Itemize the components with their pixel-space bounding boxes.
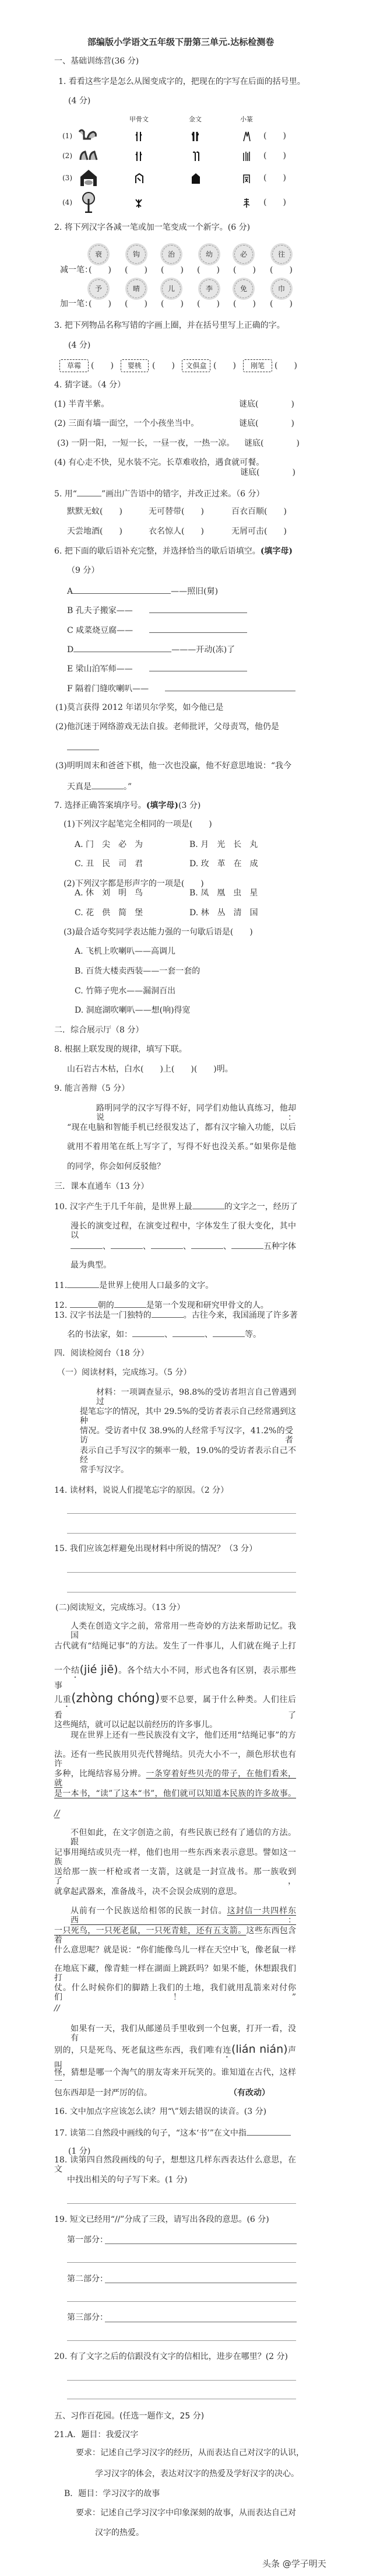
q7-option[interactable]: B. 百货大楼卖西装——一套一套的 [75, 967, 200, 976]
passage-line: 如果有一天，我们从邮递员手里收到一个包裹，打开一看，没有 [71, 2024, 296, 2043]
q7-option[interactable]: A. 休 刘 明 鸟 [75, 888, 143, 898]
passage-source-note: （有改动） [229, 2088, 270, 2098]
text: 从前有一个民族送给相邻的民族一封信。 [71, 1906, 227, 1916]
q13-blank[interactable] [152, 1310, 184, 1318]
q7-text [54, 801, 200, 810]
q3-item: 文俱盒 [182, 359, 210, 372]
q10-text-d: 五种字体 [263, 1242, 296, 1251]
q6-item-c [67, 625, 247, 635]
text: 这些东西包含着 [54, 1926, 297, 1945]
q2-plus-char: 免 [234, 279, 253, 298]
q7-option[interactable]: C. 竹筛子兜水——漏洞百出 [75, 986, 176, 996]
q19-answer-line[interactable] [67, 2262, 296, 2263]
material-line: 情况。受访者中仅 38.9%的人经常手写汉字，41.2%的受访者 [80, 1426, 293, 1445]
seal-glyph-icon [242, 131, 251, 142]
q1-row-label: (1) [62, 132, 72, 140]
q5-text-a: 5. 用“ [54, 489, 77, 499]
seal-glyph-icon [242, 197, 251, 209]
q12-body: 是第一个发现和研究甲骨文的人。 [146, 1301, 269, 1310]
section-1-heading: 一、基础训练营(36 分) [54, 57, 139, 66]
q19-part-label: 第二部分： [67, 2274, 108, 2284]
separator: 、 [183, 1242, 191, 1251]
q13-blank[interactable] [132, 1329, 164, 1337]
q7-part-2: (2)下列汉字都是形声字的一项是( ) [64, 879, 204, 888]
underline-sample [77, 488, 101, 496]
pictograph-people-icon [77, 128, 100, 144]
q11-text [54, 1280, 213, 1290]
q13-blank[interactable] [173, 1329, 205, 1337]
oracle-glyph-icon [135, 173, 144, 184]
separator: 、 [103, 1242, 111, 1251]
q6-e-blank[interactable] [149, 663, 247, 671]
q10-text-a: 10. 汉字产生于几千年前，是世界上最 [54, 1202, 192, 1212]
q6-s3-end: 。” [124, 782, 132, 792]
passage-line: 人类在创造文字之前，常常用一些奇妙的方法来帮助记忆。我国 [71, 1622, 296, 1640]
q11-body: 是世界上使用人口最多的文字。 [99, 1281, 214, 1290]
q2-plus-char: 李 [200, 279, 219, 298]
q6-s3-blank[interactable] [92, 781, 124, 789]
passage-line: 仗。什么时候你们的脚踏上我们的土地，我们就用乱箭来对付你们！” [54, 1983, 296, 2002]
q19-answer-line[interactable] [67, 2301, 296, 2302]
q4-riddle: (3) 一阴一阳，一短一长，一昼一夜，一热一凉。 [57, 439, 235, 448]
oracle-glyph-icon [135, 197, 143, 209]
q14-answer-line[interactable] [67, 1513, 296, 1514]
pinyin-options[interactable]: (jié jiē) [79, 1663, 118, 1676]
q2-plus-answer[interactable]: ( ) [161, 299, 184, 309]
q2-text: 2. 将下列汉字各减一笔或加一笔变成一个新字。(6 分) [54, 223, 251, 232]
section-5-heading [54, 2412, 204, 2421]
q17-body: 17. 读第二自然段中画线的句子，“这本‘书’”在文中指 [54, 2129, 247, 2138]
q2-minus-answer[interactable]: ( ) [270, 265, 293, 275]
q6-b-blank[interactable] [149, 605, 247, 613]
q20-text: 20. 有了文字之后的信跟没有文字的信相比，进步在哪里？(2 分) [54, 2352, 288, 2361]
q6-c-text: C 咸菜烧豆腐—— [67, 626, 133, 635]
q3-item: 刚笔 [243, 359, 272, 372]
section-3-heading: 三．课本直通车（13 分） [54, 1182, 149, 1191]
underlined-sentence: 一只死鸟，一只死老鼠，一只死青蛙，还有五支箭。 [54, 1926, 247, 1936]
separator: 、 [164, 1330, 173, 1339]
dotted-char: 连 [223, 2046, 231, 2055]
q7-text-b: (填字母) [146, 801, 179, 810]
material-line: 表示自己手写汉字的频率一般，19.0%的受访者表示自己不经 [80, 1446, 296, 1465]
q7-option[interactable]: D. 玫 革 在 成 [189, 859, 258, 869]
q2-minus-answer[interactable]: ( ) [233, 265, 256, 275]
q7-part-3: (3)最合适夸奖同学表达能力强的一句歇后语是( ) [64, 928, 253, 937]
q6-c-blank[interactable] [149, 625, 247, 633]
q7-option[interactable]: B. 凤 凰 虫 星 [189, 888, 258, 898]
page-title: 部编版小学语文五年级下册第三单元.达标检测卷 [87, 37, 275, 47]
q7-option[interactable]: D. 洞庭湖吹喇叭——想(响)得宽 [75, 1006, 191, 1015]
text: 别的，只是死鸟、死老鼠这些东西，我们唯有 [54, 2046, 223, 2055]
q6-item-a [67, 586, 218, 596]
q7-option[interactable]: A. 门 尖 必 为 [75, 840, 143, 849]
q10-font-blank[interactable] [191, 1241, 223, 1249]
q1-col-oracle: 甲骨文 [129, 116, 149, 123]
passage-line: 这些绳结，就可以记起以前经历的许多事儿。 [54, 1720, 217, 1730]
q7-text-c: (3 分) [178, 801, 201, 810]
passage-line [54, 2043, 296, 2071]
q7-option[interactable]: D. 林 丛 清 国 [189, 908, 258, 918]
q2-plus-char: 予 [89, 279, 108, 298]
q16-text: 16. 文中加点字应该怎么读？用“\”划去错误的读音。(3 分) [54, 2107, 267, 2116]
text: 一个 [54, 1666, 72, 1675]
q10-line-2: 漫长的演变过程，在演变过程中，字体发生了很大变化，其中以 [71, 1222, 296, 1240]
q10-font-blank[interactable] [231, 1241, 263, 1249]
q19-part-label: 第一部分： [67, 2235, 108, 2245]
passage-line: 古代就有“结绳记事”的方法。发生了一件事儿，人们就在绳子上打 [54, 1642, 296, 1651]
part-1-heading: （一）阅读材料，完成练习。（5 分） [57, 1368, 192, 1377]
material-line: 常手写汉字。 [80, 1465, 129, 1475]
q18-answer-line[interactable] [67, 2203, 296, 2204]
q1-row-label: (2) [62, 152, 72, 160]
q9-paragraph-line: 路明同学的汉字写得不好，同学们劝他认真练习，他却说： [96, 1104, 296, 1122]
q10-text [54, 1201, 298, 1212]
q6-d-tail: ———开动(冻)了 [171, 645, 235, 654]
bronze-glyph-icon [191, 150, 199, 162]
q4-riddle: (1) 半青半紫。 [54, 400, 110, 409]
q14-text: 14. 读材料，说说人们提笔忘字的原因。（2 分） [54, 1486, 229, 1495]
passage-line [54, 1769, 296, 1788]
q3-answer[interactable]: ( ) [275, 361, 297, 370]
q2-minus-char: 治 [162, 245, 181, 264]
q15-answer-line[interactable] [67, 1572, 296, 1573]
q20-answer-line[interactable] [67, 2380, 296, 2381]
prompt-a-requirement-cont: 学习汉字的体会，表达对汉字的热爱及学好汉字的决心。 [95, 2469, 299, 2479]
q19-answer-line[interactable] [67, 2340, 296, 2341]
q3-answer[interactable]: ( ) [152, 361, 175, 370]
q6-d-label: D [67, 645, 74, 654]
q13-text-c: 名的书法家，如： [67, 1330, 132, 1339]
q10-line-4: 最为典型。 [71, 1261, 111, 1270]
q6-sentence-3: (3)明明周末和爸爸下棋，他一次也没赢，他不好意思地说：“我今 [55, 761, 291, 771]
passage-line: 什么意思呢？就是说：“你们能像鸟儿一样在天空中飞，像老鼠一样 [54, 1945, 296, 1955]
pictograph-house-icon [79, 169, 98, 187]
q6-text-b: (填字母) [260, 547, 293, 556]
passage-line: 怪，猜想是哪一个淘气的朋友寄来开玩笑的。谁知道在古代，这样一 [54, 2068, 296, 2087]
q18-text-cont: 中找出相关的句子写下来。(1 分) [67, 2175, 188, 2185]
q6-item-d [67, 644, 235, 654]
dotted-char: 结 [71, 1666, 80, 1675]
section-5-note: (任选一题作文，25 分) [119, 2412, 205, 2421]
q7-option[interactable]: B. 月 光 长 丸 [189, 840, 258, 849]
q5-item[interactable]: 衣名惊人( ) [149, 527, 204, 536]
pinyin-options[interactable]: (lián nián) [231, 2043, 288, 2056]
q17-score: (1 分) [68, 2147, 91, 2156]
passage-line [54, 1692, 296, 1722]
material-line: 材料：一项调查显示，98.8%的受访者坦言自己曾遇到过 [96, 1388, 296, 1406]
q6-s3-text: 天真是 [67, 782, 92, 792]
q2-minus-label: 减一笔： [60, 265, 93, 275]
q9-text: 9. 能言善辩（5 分） [54, 1084, 130, 1093]
q2-plus-answer[interactable]: ( ) [197, 299, 220, 309]
text: 多种，比绳结容易分辨。 [54, 1769, 146, 1779]
q8-text: 8. 根据上联发现的规律，填写下联。 [54, 1045, 187, 1054]
text: 要不总要，属于什么种类。人们往后看了 [54, 1695, 297, 1720]
q10-text-b: 的文字之一，经历了 [224, 1202, 298, 1212]
q5-item[interactable]: 无屑可击( ) [231, 527, 287, 536]
prompt-b-requirement: 要求：记述自己学习汉字中印象深刻的故事，从而表达自己对 [76, 2508, 296, 2518]
q9-paragraph-line: 的同学，你会如何反驳他？ [67, 1162, 165, 1171]
q6-b-text: B 孔夫子搬家—— [67, 606, 133, 615]
q1-score: (4 分) [68, 96, 91, 106]
q4-answer[interactable]: 谜底( ) [239, 419, 294, 428]
q2-minus-char: 幼 [200, 245, 219, 264]
passage-line [54, 1664, 296, 1692]
q6-text-a: 6. 把下面的歇后语补充完整，并选择恰当的歇后语填空。 [54, 547, 261, 556]
q7-option[interactable]: C. 花 供 简 堡 [75, 908, 143, 918]
passage-line: 包东西却是一封严厉的信。 [54, 2088, 152, 2098]
q6-a-label: A [67, 587, 73, 596]
q10-font-blank[interactable] [111, 1241, 143, 1249]
passage-line: 就拿起武器来，准备战斗，决不会误会成别的意思。 [54, 1887, 242, 1896]
q6-sentence-2: (2)他沉迷于网络游戏无法自拔。老师批评，父母责骂，他仍是 [55, 722, 279, 732]
q3-answer[interactable]: ( ) [213, 361, 236, 370]
paragraph-divider: // [54, 2004, 60, 2013]
q2-plus-answer[interactable]: ( ) [125, 299, 147, 309]
q2-plus-char: 晴 [127, 279, 146, 298]
q13-text-d: 等。 [245, 1330, 261, 1339]
part-2-heading: (二)阅读短文，完成练习。（13 分） [55, 1603, 185, 1612]
q4-answer[interactable]: 谜底( ) [244, 439, 300, 448]
q1-row-label: (4) [62, 198, 72, 206]
q1-col-seal: 小篆 [240, 116, 253, 123]
pictograph-crowd-icon [77, 148, 100, 163]
separator: 、 [223, 1242, 231, 1251]
q4-riddle: (4) 有心走不快，见水装不完。长草难收拾，遇食就可餐。 [54, 458, 265, 467]
q2-plus-answer[interactable]: ( ) [270, 299, 293, 309]
q3-answer[interactable]: ( ) [91, 361, 114, 370]
q2-minus-answer[interactable]: ( ) [197, 265, 220, 275]
q4-answer[interactable]: 谜底( ) [240, 468, 295, 477]
q12-mid: 朝的 [97, 1301, 114, 1310]
q6-text [54, 547, 293, 556]
section-5-title: 五、习作百花园。 [54, 2412, 119, 2421]
q5-text [54, 488, 264, 499]
underlined-sentence: 这封信一共四样东西： [71, 1906, 297, 1925]
q13-line-2 [67, 1329, 261, 1339]
q1-answer-paren[interactable]: ( ) [263, 173, 286, 183]
q9-paragraph-line: 就用不着用笔在纸上写字了，写得不好也没关系。”如果你是他 [67, 1142, 296, 1152]
separator: 、 [143, 1242, 151, 1251]
q4-text: 4. 猜字谜。（4 分） [54, 380, 126, 390]
q5-item[interactable]: 默默无蚊( ) [67, 507, 122, 516]
q14-answer-line[interactable] [67, 1533, 296, 1534]
q6-d-blank[interactable] [73, 644, 171, 652]
q7-option[interactable]: A. 飞机上吹喇叭——高调儿 [75, 947, 176, 956]
material-line: 提笔忘字的情况，其中 29.5%的受访者表示自己经常遇到这种 [80, 1407, 296, 1426]
q10-font-blank[interactable] [71, 1241, 103, 1249]
separator: 、 [205, 1330, 213, 1339]
q2-plus-label: 加一笔： [60, 299, 93, 309]
q19-text: 19. 短文已经用“//”分成了三段，请写出各段的意思。(6 分) [54, 2215, 269, 2224]
q5-text-b: ”画出广告语中的错字，并改正过来。（6 分） [101, 489, 265, 499]
q5-item[interactable]: 天尝地酒( ) [67, 527, 122, 536]
q6-item-e [67, 663, 247, 674]
q6-score: （9 分） [67, 566, 100, 575]
q5-item[interactable]: 百衣百顺( ) [231, 507, 287, 516]
passage-line: 送给那一族一杆枪或者一支箭，这就是一封宣战书。那一族收到了， [54, 1867, 296, 1886]
q1-answer-paren[interactable]: ( ) [263, 198, 286, 207]
oracle-glyph-icon [135, 150, 143, 162]
q6-sentence-3-cont [67, 781, 132, 792]
passage-line: 不但如此，在文字创造之前，有些民族已经有了通信的方法。跟 [71, 1828, 296, 1847]
q1-col-bronze: 金文 [189, 116, 202, 123]
section-4-heading: 四．阅读检阅台（18 分） [54, 1349, 149, 1358]
q6-a-blank[interactable] [73, 586, 171, 594]
oracle-glyph-icon [135, 131, 143, 142]
q1-text: 1. 看看这些字是怎么从图变成字的，把现在的字写在后面的括号里。 [58, 77, 305, 86]
q2-minus-answer[interactable]: ( ) [125, 265, 147, 275]
q2-minus-char: 必 [234, 245, 253, 264]
text: 儿 [54, 1695, 63, 1704]
q6-f-blank[interactable] [165, 683, 295, 691]
q12-text [54, 1300, 269, 1310]
q18-text: 18. 读第四自然段画线的句子，想想这几样东西表达什么意思，在文 [54, 2155, 296, 2174]
q6-sentence-1: (1)莫言获得 2012 年诺贝尔学奖，如今他已是 [55, 703, 224, 712]
paragraph-divider: // [54, 1809, 60, 1818]
section-2-heading: 二．综合展示厅（8 分） [54, 1026, 144, 1035]
q1-row-label: (3) [62, 174, 72, 182]
q8-couplet[interactable]: 山石岩古木枯，白水( )上( )( )明。 [67, 1065, 233, 1074]
bronze-glyph-icon [191, 131, 199, 142]
q3-score: (4 分) [68, 341, 91, 350]
q7-part-1: (1)下列汉字起笔完全相同的一项是( ) [64, 820, 212, 829]
passage-line [54, 1926, 296, 1945]
passage-line [71, 1906, 296, 1925]
seal-glyph-icon [242, 150, 251, 162]
q10-font-blank[interactable] [151, 1241, 183, 1249]
q9-paragraph-line: “现在电脑和智能手机已经很发达了，都有汉字输入功能，以后 [67, 1123, 296, 1132]
q17-blank[interactable] [247, 2127, 291, 2136]
passage-line: 现在世界上还有一些民族没有文字，他们还用“结绳记事”的方 [71, 1731, 296, 1740]
passage-line: 法。还有一些民族用贝壳代替绳结。贝壳大小不一，颜色形状也有许 [54, 1750, 296, 1769]
q13-blank[interactable] [213, 1329, 245, 1337]
pictograph-tree-icon [79, 192, 98, 213]
q2-minus-answer[interactable]: ( ) [161, 265, 184, 275]
text: 声叫 [54, 2046, 297, 2070]
q6-item-f [67, 683, 295, 694]
q12-blank[interactable] [70, 1300, 98, 1308]
bronze-glyph-icon [191, 173, 200, 184]
q6-e-text: E 梁山泊军师—— [67, 664, 133, 674]
underlined-sentence: 一条穿着好些贝壳的带子，在他们看来，就 [54, 1769, 297, 1788]
q2-plus-answer[interactable]: ( ) [233, 299, 256, 309]
q7-option[interactable]: C. 丑 民 司 君 [75, 859, 143, 869]
q3-item: 草霉 [59, 359, 89, 372]
seal-glyph-icon [242, 173, 251, 184]
dotted-char: 重 [62, 1695, 72, 1704]
q11-blank[interactable] [67, 1280, 99, 1288]
q2-plus-char: 儿 [162, 279, 181, 298]
q4-riddle: (2) 三面有墙一面空，一个小孩坐当中。 [54, 419, 199, 428]
q15-text: 15. 我们应该怎样避免出现材料中所说的情况？（3 分） [54, 1544, 258, 1553]
q19-part-label: 第三部分： [67, 2313, 108, 2322]
q1-answer-paren[interactable]: ( ) [263, 131, 286, 141]
q1-answer-paren[interactable]: ( ) [263, 151, 286, 160]
q2-minus-char: 衰 [89, 245, 108, 264]
q2-plus-char: 巾 [272, 279, 291, 298]
text: 。各个结大小不同，形式也各有区别，表示那些事 [54, 1666, 297, 1690]
pinyin-options[interactable]: (zhòng chóng) [71, 1691, 160, 1705]
prompt-b-requirement-cont: 汉字的热爱。 [95, 2528, 144, 2538]
q5-item[interactable]: 无可替带( ) [149, 507, 204, 516]
passage-line: 在地底下藏，像青蛙一样在湖面上跳跃吗？如果不能，休想跟我们打 [54, 1964, 296, 1983]
watermark: 头条 @学子明天 [262, 2558, 326, 2569]
q10-fonts-line [71, 1241, 296, 1251]
underlined-sentence: 是一本书，“读”了这本“书”，他们就可以知道本民族的许多故事。 [54, 1789, 296, 1798]
q12-num: 12. [54, 1301, 68, 1310]
q6-item-b [67, 605, 247, 615]
q2-plus-answer[interactable]: ( ) [89, 299, 111, 309]
q10-blank[interactable] [192, 1201, 224, 1209]
q2-minus-char: 往 [272, 245, 291, 264]
q13-text [54, 1310, 298, 1320]
q2-minus-answer[interactable]: ( ) [89, 265, 111, 275]
q3-text: 3. 把下列物品名称写错的字画上圈，并在括号里写上正确的字。 [54, 321, 285, 330]
prompt-b-title: B．题目：学习汉字的故事 [64, 2489, 160, 2498]
passage-line: 记事用绳结或贝壳一样，他们也用一些东西来表示意思。譬如这一族 [54, 1848, 296, 1867]
prompt-a-requirement: 要求：记述自己学习汉字的经历，从而表达自己对汉字的认识， [76, 2448, 304, 2458]
q17-text [54, 2127, 291, 2138]
q13-text-a: 13. 汉字书法是一门独特的 [54, 1311, 152, 1320]
q2-minus-char: 钩 [127, 245, 146, 264]
q13-text-b: 。古往今来，我国涌现了许多著 [183, 1311, 298, 1320]
q12-blank[interactable] [114, 1300, 146, 1308]
q11-num: 11. [54, 1281, 68, 1290]
prompt-a-title: 21.A．题目：我爱汉字 [54, 2430, 139, 2440]
q6-a-tail: ——照旧(舅) [171, 587, 219, 596]
q3-item: 婴桃 [121, 359, 149, 372]
q7-text-a: 7. 选择正确答案填序号。 [54, 801, 146, 810]
q4-answer[interactable]: 谜底( ) [239, 400, 294, 409]
q6-f-text: F 隔着门缝吹喇叭—— [67, 684, 149, 694]
